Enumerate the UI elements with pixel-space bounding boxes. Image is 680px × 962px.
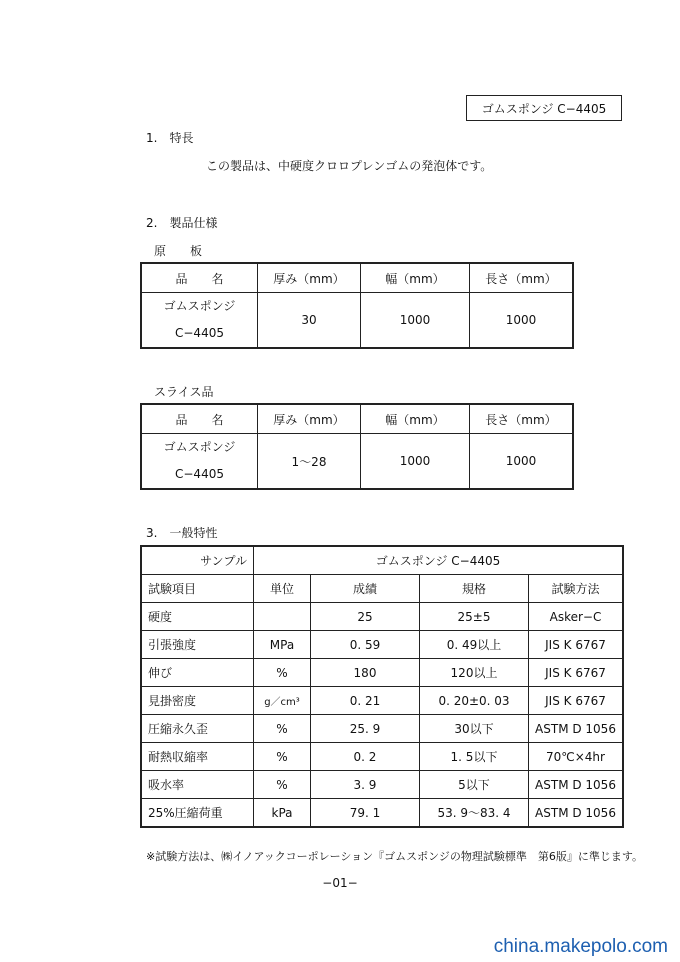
table-row [141, 771, 623, 799]
standard-cell: 1. 5以下 [420, 743, 529, 771]
header-name: 品 名 [141, 404, 258, 434]
method-cell: ASTM D 1056 [529, 715, 624, 743]
table-row [141, 715, 623, 743]
method-cell: Asker−C [529, 603, 624, 631]
unit-cell: % [254, 659, 311, 687]
result-cell: 0. 59 [311, 631, 420, 659]
unit-cell [254, 603, 311, 631]
header-thickness: 厚み（mm） [258, 263, 361, 293]
result-cell: 79. 1 [311, 799, 420, 828]
item-heat-shrinkage: 耐熱収縮率 [141, 743, 254, 771]
item-hardness: 硬度 [141, 603, 254, 631]
item-density: 見掛密度 [141, 687, 254, 715]
thickness-value: 30 [258, 293, 361, 349]
item-elongation: 伸び [141, 659, 254, 687]
product-title-box [466, 95, 622, 121]
method-cell: ASTM D 1056 [529, 771, 624, 799]
column-header-row [141, 575, 623, 603]
header-method: 試験方法 [529, 575, 624, 603]
header-length: 長さ（mm） [470, 263, 574, 293]
width-value: 1000 [361, 434, 470, 490]
product-name-line2: C−4405 [175, 467, 224, 481]
length-value: 1000 [470, 293, 574, 349]
table-row [141, 743, 623, 771]
standard-cell: 53. 9〜83. 4 [420, 799, 529, 828]
table-row [141, 799, 623, 828]
table2-label: スライス品 [154, 385, 214, 399]
unit-cell: g／cm³ [254, 687, 311, 715]
thickness-value: 1〜28 [258, 434, 361, 490]
standard-cell: 30以下 [420, 715, 529, 743]
sample-name: ゴムスポンジ C−4405 [254, 546, 624, 575]
item-compression-load: 25%圧縮荷重 [141, 799, 254, 828]
footnote: ※試験方法は、㈱イノアックコーポレーション『ゴムスポンジの物理試験標準 第6版』に準じます。 [146, 850, 643, 863]
unit-cell: MPa [254, 631, 311, 659]
table-row [141, 603, 623, 631]
page-number: −01− [322, 876, 358, 890]
header-standard: 規格 [420, 575, 529, 603]
spec-table-slice [140, 403, 574, 490]
standard-cell: 0. 20±0. 03 [420, 687, 529, 715]
method-cell: ASTM D 1056 [529, 799, 624, 828]
result-cell: 0. 2 [311, 743, 420, 771]
result-cell: 3. 9 [311, 771, 420, 799]
header-width: 幅（mm） [361, 263, 470, 293]
table-header-row [141, 404, 573, 434]
method-cell: 70℃×4hr [529, 743, 624, 771]
table-row [141, 631, 623, 659]
product-name-line2: C−4405 [175, 326, 224, 340]
unit-cell: % [254, 771, 311, 799]
section3-heading: 3. 一般特性 [146, 526, 218, 540]
header-width: 幅（mm） [361, 404, 470, 434]
item-tensile: 引張強度 [141, 631, 254, 659]
product-name-line1: ゴムスポンジ [163, 440, 236, 454]
table-row [141, 434, 573, 490]
product-name-cell [141, 293, 258, 349]
unit-cell: % [254, 715, 311, 743]
header-length: 長さ（mm） [470, 404, 574, 434]
sample-row [141, 546, 623, 575]
item-water-absorption: 吸水率 [141, 771, 254, 799]
standard-cell: 25±5 [420, 603, 529, 631]
result-cell: 0. 21 [311, 687, 420, 715]
header-unit: 単位 [254, 575, 311, 603]
method-cell: JIS K 6767 [529, 631, 624, 659]
table1-label: 原 板 [154, 244, 203, 258]
standard-cell: 0. 49以上 [420, 631, 529, 659]
properties-table [140, 545, 624, 828]
section2-heading: 2. 製品仕様 [146, 216, 218, 230]
header-thickness: 厚み（mm） [258, 404, 361, 434]
header-result: 成績 [311, 575, 420, 603]
result-cell: 25. 9 [311, 715, 420, 743]
unit-cell: % [254, 743, 311, 771]
method-cell: JIS K 6767 [529, 687, 624, 715]
standard-cell: 120以上 [420, 659, 529, 687]
watermark: china.makepolo.com [493, 936, 668, 957]
length-value: 1000 [470, 434, 574, 490]
result-cell: 180 [311, 659, 420, 687]
unit-cell: kPa [254, 799, 311, 828]
sample-label: サンプル [141, 546, 254, 575]
item-compression-set: 圧縮永久歪 [141, 715, 254, 743]
section1-heading: 1. 特長 [146, 131, 194, 145]
product-name-cell [141, 434, 258, 490]
section1-text: この製品は、中硬度クロロプレンゴムの発泡体です。 [206, 159, 493, 173]
table-row [141, 293, 573, 349]
table-header-row [141, 263, 573, 293]
standard-cell: 5以下 [420, 771, 529, 799]
width-value: 1000 [361, 293, 470, 349]
header-name: 品 名 [141, 263, 258, 293]
item-label: 試験項目 [141, 575, 254, 603]
product-name-line1: ゴムスポンジ [163, 299, 236, 313]
spec-table-original [140, 262, 574, 349]
result-cell: 25 [311, 603, 420, 631]
product-title: ゴムスポンジ C−4405 [481, 101, 607, 116]
table-row [141, 687, 623, 715]
method-cell: JIS K 6767 [529, 659, 624, 687]
table-row [141, 659, 623, 687]
